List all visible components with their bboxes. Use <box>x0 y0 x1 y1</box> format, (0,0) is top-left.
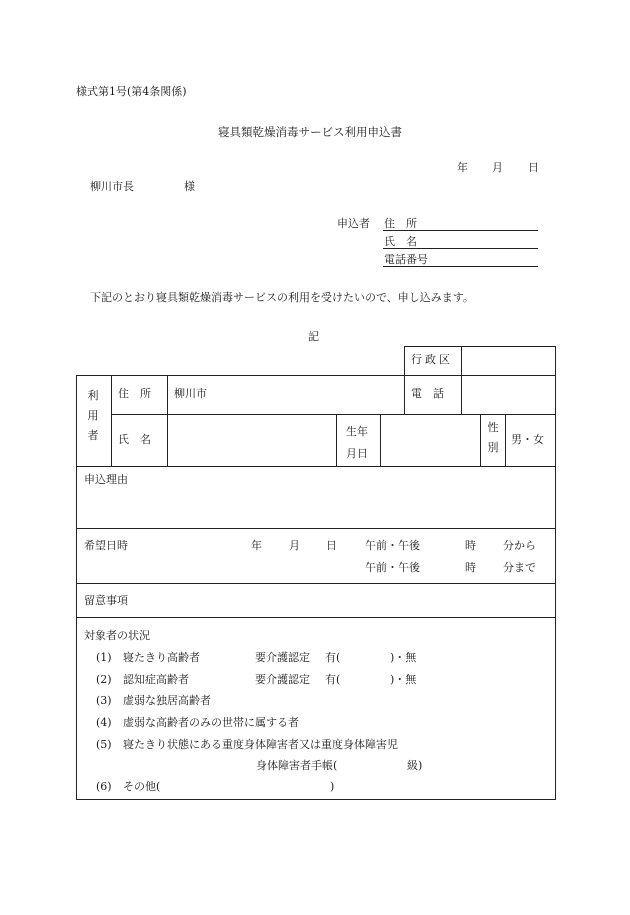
date-day: 日 <box>528 161 539 174</box>
table-line <box>404 346 556 347</box>
form-number: 様式第1号(第4条関係) <box>76 85 187 98</box>
desired-hour-to: 時 <box>465 561 476 574</box>
applicant-address-label: 住 所 <box>384 217 417 230</box>
user-address-value: 柳川市 <box>174 387 207 400</box>
intro-text: 下記のとおり寝具類乾燥消毒サービスの利用を受けたいので、申し込みます。 <box>90 291 474 304</box>
district-field[interactable] <box>463 348 553 373</box>
table-line <box>380 414 381 467</box>
addressee-name: 柳川市長 <box>90 180 134 193</box>
desired-label: 希望日時 <box>84 539 128 552</box>
table-line <box>480 414 481 467</box>
reason-label: 申込理由 <box>84 473 128 486</box>
desired-month: 月 <box>289 539 300 552</box>
status-item-num: (3) <box>96 694 112 707</box>
status-item-text[interactable]: 虚弱な高齢者のみの世帯に属する者 <box>123 716 299 729</box>
table-line <box>111 375 112 467</box>
table-line <box>555 346 556 800</box>
desired-day: 日 <box>326 539 337 552</box>
status-item-text[interactable]: 寝たきり高齢者 <box>123 651 200 664</box>
desired-from: 分から <box>503 539 536 552</box>
addressee-honorific: 様 <box>184 180 195 193</box>
table-line <box>111 414 556 415</box>
status-item-yes[interactable]: 有( <box>325 651 341 664</box>
status-item-num: (6) <box>96 780 112 793</box>
ki-heading: 記 <box>308 330 319 343</box>
desired-year: 年 <box>251 539 262 552</box>
user-phone-field[interactable] <box>463 377 553 413</box>
user-name-label: 氏 名 <box>118 433 151 446</box>
user-address-label: 住 所 <box>118 387 151 400</box>
page-title: 寝具類乾燥消毒サービス利用申込書 <box>218 125 402 139</box>
birth-label-2: 月日 <box>346 447 368 460</box>
handbook-label: 身体障害者手帳( <box>256 759 338 772</box>
district-label: 行政区 <box>411 353 453 366</box>
table-line <box>336 414 337 467</box>
status-item-num: (5) <box>96 738 112 751</box>
status-item-no[interactable]: )・無 <box>390 673 417 686</box>
date-month: 月 <box>492 161 503 174</box>
reason-field[interactable] <box>80 490 552 526</box>
applicant-phone-field[interactable] <box>383 266 538 267</box>
table-line <box>76 466 556 467</box>
table-line <box>167 375 168 467</box>
status-item-text[interactable]: 寝たきり状態にある重度身体障害者又は重度身体障害児 <box>123 738 398 751</box>
table-line <box>76 375 77 800</box>
notes-label: 留意事項 <box>84 594 128 607</box>
applicant-label: 申込者 <box>337 217 370 230</box>
sex-label: 性別 <box>487 421 499 454</box>
status-item-text[interactable]: 虚弱な独居高齢者 <box>123 694 211 707</box>
birth-date-field[interactable] <box>382 416 478 464</box>
sex-options[interactable]: 男・女 <box>511 433 544 446</box>
desired-to: 分まで <box>503 561 536 574</box>
status-item-num: (1) <box>96 651 112 664</box>
table-line <box>461 346 462 415</box>
other-close: ) <box>330 780 335 793</box>
status-item-cert: 要介護認定 <box>255 651 310 664</box>
desired-hour-from: 時 <box>465 539 476 552</box>
status-item-cert: 要介護認定 <box>255 673 310 686</box>
status-item-no[interactable]: )・無 <box>390 651 417 664</box>
table-line <box>505 414 506 467</box>
table-line <box>76 375 556 376</box>
status-item-num: (2) <box>96 673 112 686</box>
user-label: 利用者 <box>87 389 99 442</box>
table-line <box>76 583 556 584</box>
table-line <box>76 799 556 800</box>
handbook-grade: 級) <box>407 759 423 772</box>
birth-label-1: 生年 <box>346 425 368 438</box>
table-line <box>76 617 556 618</box>
table-line <box>404 346 405 415</box>
status-item-yes[interactable]: 有( <box>325 673 341 686</box>
desired-ampm-from[interactable]: 午前・午後 <box>365 539 420 552</box>
desired-ampm-to[interactable]: 午前・午後 <box>365 561 420 574</box>
applicant-name-field[interactable] <box>383 248 538 249</box>
user-name-field[interactable] <box>170 416 334 464</box>
status-item-text[interactable]: 認知症高齢者 <box>123 673 189 686</box>
status-label: 対象者の状況 <box>84 629 150 642</box>
applicant-address-field[interactable] <box>383 230 538 231</box>
applicant-name-label: 氏 名 <box>384 235 417 248</box>
status-item-num: (4) <box>96 716 112 729</box>
applicant-phone-label: 電話番号 <box>384 253 428 266</box>
date-year: 年 <box>457 161 468 174</box>
user-phone-label: 電 話 <box>411 387 444 400</box>
other-label[interactable]: その他( <box>123 780 161 793</box>
table-line <box>76 528 556 529</box>
